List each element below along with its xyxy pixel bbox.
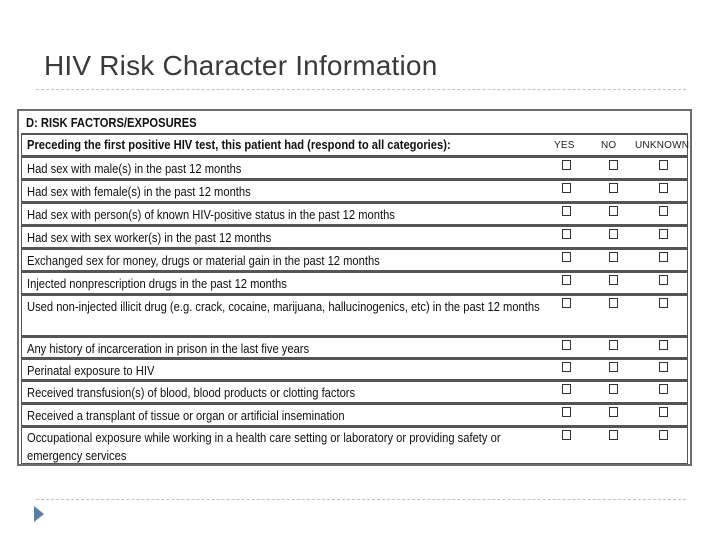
yes-checkbox[interactable] (562, 252, 571, 262)
no-checkbox[interactable] (609, 384, 618, 394)
risk-item-label: Had sex with female(s) in the past 12 months (27, 184, 251, 199)
risk-item-label: Had sex with sex worker(s) in the past 12 months (27, 230, 272, 245)
bottom-divider (36, 499, 686, 500)
yes-checkbox[interactable] (562, 407, 571, 417)
yes-checkbox[interactable] (562, 384, 571, 394)
column-header-no: NO (601, 140, 617, 151)
unknown-checkbox[interactable] (659, 362, 668, 372)
no-checkbox[interactable] (609, 430, 618, 440)
risk-item-row (21, 248, 688, 271)
unknown-checkbox[interactable] (659, 160, 668, 170)
risk-item-row (21, 156, 688, 179)
yes-checkbox[interactable] (562, 298, 571, 308)
risk-item-row (21, 179, 688, 202)
yes-checkbox[interactable] (562, 430, 571, 440)
section-title: D: RISK FACTORS/EXPOSURES (26, 115, 197, 130)
risk-item-label: Exchanged sex for money, drugs or material gain in the past 12 months (27, 253, 380, 268)
unknown-checkbox[interactable] (659, 229, 668, 239)
no-checkbox[interactable] (609, 340, 618, 350)
column-header-yes: YES (554, 140, 575, 151)
risk-item-label: Had sex with person(s) of known HIV-positive status in the past 12 months (27, 207, 395, 222)
no-checkbox[interactable] (609, 275, 618, 285)
risk-item-row (21, 202, 688, 225)
no-checkbox[interactable] (609, 407, 618, 417)
no-checkbox[interactable] (609, 229, 618, 239)
section-header-row (21, 113, 688, 133)
yes-checkbox[interactable] (562, 229, 571, 239)
yes-checkbox[interactable] (562, 340, 571, 350)
instruction-row (21, 133, 688, 156)
yes-checkbox[interactable] (562, 160, 571, 170)
no-checkbox[interactable] (609, 252, 618, 262)
triangle-bullet-icon (34, 506, 44, 522)
risk-item-label: Used non-injected illicit drug (e.g. crack, cocaine, marijuana, hallucinogenics, etc) in the past 12 months (27, 299, 540, 314)
yes-checkbox[interactable] (562, 275, 571, 285)
unknown-checkbox[interactable] (659, 275, 668, 285)
unknown-checkbox[interactable] (659, 340, 668, 350)
risk-item-row (21, 426, 688, 464)
risk-item-row (21, 380, 688, 403)
unknown-checkbox[interactable] (659, 252, 668, 262)
unknown-checkbox[interactable] (659, 206, 668, 216)
risk-item-label: Injected nonprescription drugs in the past 12 months (27, 276, 287, 291)
unknown-checkbox[interactable] (659, 183, 668, 193)
unknown-checkbox[interactable] (659, 384, 668, 394)
risk-item-row (21, 403, 688, 426)
risk-item-row (21, 358, 688, 380)
top-divider (36, 89, 686, 90)
no-checkbox[interactable] (609, 160, 618, 170)
slide-title: HIV Risk Character Information (44, 50, 438, 81)
no-checkbox[interactable] (609, 183, 618, 193)
unknown-checkbox[interactable] (659, 430, 668, 440)
yes-checkbox[interactable] (562, 362, 571, 372)
no-checkbox[interactable] (609, 362, 618, 372)
no-checkbox[interactable] (609, 206, 618, 216)
risk-item-label: Had sex with male(s) in the past 12 months (27, 161, 242, 176)
risk-item-label: Any history of incarceration in prison in the last five years (27, 341, 310, 356)
risk-item-label: Received transfusion(s) of blood, blood products or clotting factors (27, 385, 356, 400)
unknown-checkbox[interactable] (659, 298, 668, 308)
risk-item-label: Perinatal exposure to HIV (27, 363, 155, 378)
yes-checkbox[interactable] (562, 206, 571, 216)
risk-factors-form (17, 109, 692, 466)
unknown-checkbox[interactable] (659, 407, 668, 417)
instruction-text: Preceding the first positive HIV test, this patient had (respond to all categories): (27, 137, 451, 152)
column-header-unknown: UNKNOWN (635, 140, 690, 151)
risk-item-row (21, 225, 688, 248)
risk-item-row (21, 336, 688, 358)
risk-item-row (21, 294, 688, 336)
no-checkbox[interactable] (609, 298, 618, 308)
risk-item-label: Occupational exposure while working in a health care setting or laboratory or providing safety or emergency services (27, 430, 501, 463)
risk-item-label: Received a transplant of tissue or organ or artificial insemination (27, 408, 345, 423)
risk-item-row (21, 271, 688, 294)
yes-checkbox[interactable] (562, 183, 571, 193)
